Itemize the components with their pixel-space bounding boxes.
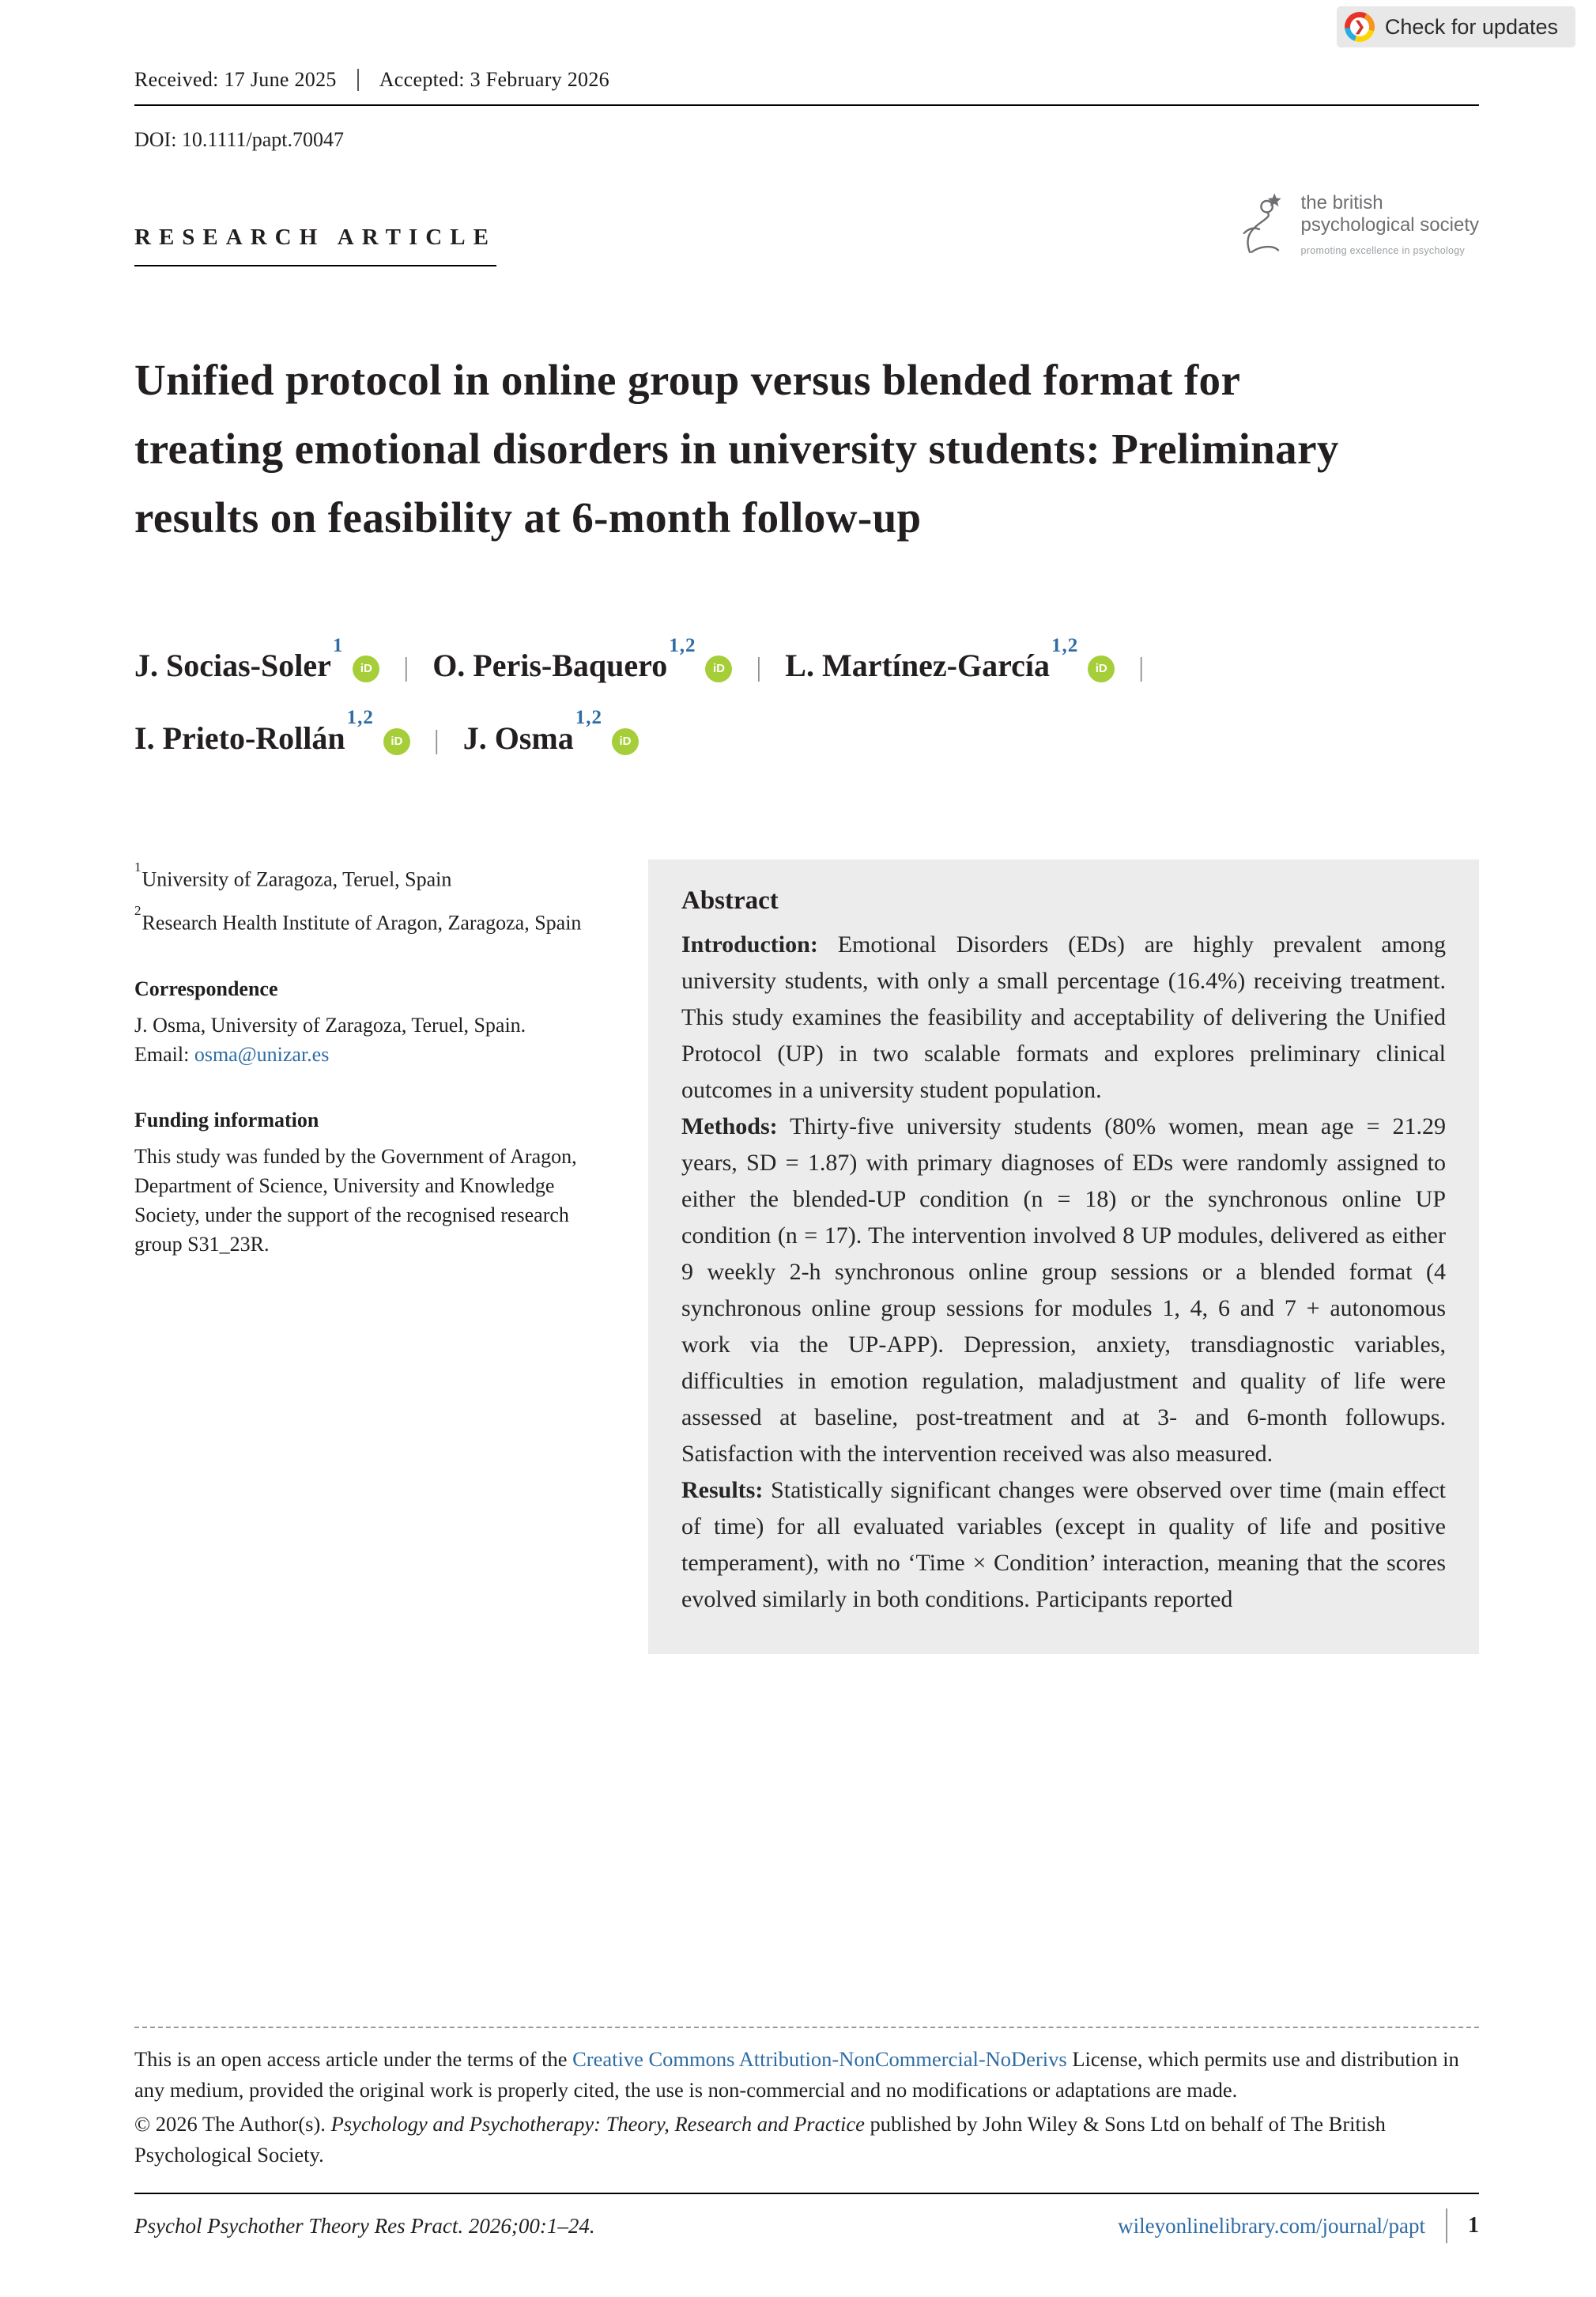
bps-logo-tagline: promoting excellence in psychology [1300,244,1466,256]
abstract-methods [681,1109,1446,1472]
abstract-introduction [681,927,1446,1109]
two-column-area [134,859,1479,1654]
bps-logo-line2: psychological society [1300,213,1479,236]
author [462,707,639,756]
bps-logo [1230,191,1479,266]
check-for-updates-button[interactable] [1337,6,1575,47]
orcid-icon[interactable]: iD [383,728,410,755]
author-affiliation-sup: 1,2 [669,635,696,656]
author [785,635,1115,684]
author-separator: | [403,653,409,683]
orcid-icon[interactable]: iD [705,655,732,682]
bps-logo-text [1301,192,1479,262]
received-date: Received: 17 June 2025 [134,68,337,91]
author-name: I. Prieto-Rollán [134,720,345,756]
orcid-icon[interactable]: iD [612,728,639,755]
article-type-row [134,191,1479,266]
journal-name: Psychology and Psychotherapy: Theory, Research and Practice [330,2112,865,2136]
check-for-updates-label: Check for updates [1384,14,1558,39]
page-footer [134,2027,1479,2243]
dashed-divider [134,2027,1479,2028]
author-separator: | [1138,653,1145,683]
footer-right [1118,2208,1479,2243]
author-affiliation-sup: 1,2 [346,707,374,729]
author-affiliation-sup: 1,2 [1051,635,1079,656]
funding-heading: Funding information [134,1108,319,1131]
footer-rule [134,2193,1479,2194]
crossmark-icon [1345,12,1375,42]
bps-figure-icon [1230,191,1288,262]
affiliation-text: University of Zaragoza, Teruel, Spain [141,867,452,891]
author-name: O. Peris-Baquero [432,648,668,684]
author [134,707,410,756]
author-separator: | [433,725,440,755]
affiliation-text: Research Health Institute of Aragon, Zaragoza, Spain [141,911,582,935]
article-title: Unified protocol in online group versus blended format for treating emotional disorders in university students: Preliminary results on feasibility at 6-month follow-up [134,356,1339,542]
license-pre: This is an open access article under the terms of the [134,2047,573,2071]
affiliation-2 [134,903,598,938]
abstract-box [648,859,1479,1654]
license-text [134,2044,1479,2106]
page-number-divider [1446,2208,1447,2243]
header-rule [134,104,1479,106]
affiliation-sup: 2 [134,903,141,919]
funding-block [134,1105,598,1259]
author-name: J. Osma [462,720,574,756]
abstract-methods-label: Methods: [681,1113,778,1139]
email-link[interactable]: osma@unizar.es [194,1042,330,1066]
license-post: License, which permits use and distribution in any medium, provided the original work is properly cited, the use is non-commercial and no modifications or adaptations are made. [134,2047,1459,2102]
correspondence-heading: Correspondence [134,977,278,1000]
journal-url-link[interactable]: wileyonlinelibrary.com/journal/papt [1118,2213,1425,2238]
header-divider [357,69,359,91]
author [432,635,732,684]
abstract-results-text: Statistically significant changes were observed over time (main effect of time) for all evaluated variables (except in quality of life and positive temperament), with no ‘Time × Condition’ interaction, meaning that the scores evolved similarly in both conditions. Participants reported [681,1476,1447,1612]
author-affiliation-sup: 1 [332,635,344,656]
abstract-results [681,1472,1446,1618]
left-column [134,859,598,1259]
author-separator: | [756,653,762,683]
authors-line [134,628,1479,773]
abstract-methods-text: Thirty-five university students (80% women, mean age = 21.29 years, SD = 1.87) with primary diagnoses of EDs were randomly assigned to either the blended-UP condition (n = 18) or the synchronous online UP condition (n = 17). The intervention involved 8 UP modules, delivered as either 9 weekly 2-h synchronous online group sessions or a blended format (4 synchronous online group sessions for modules 1, 4, 6 and 7 + autonomous work via the UP-APP). Depression, anxiety, transdiagnostic variables, difficulties in emotion regulation, maladjustment and quality of life were assessed at baseline, post-treatment and at 3- and 6-month followups. Satisfaction with the intervention received was also measured. [681,1113,1446,1467]
affiliation-1 [134,859,598,894]
correspondence-block [134,974,598,1069]
doi: DOI: 10.1111/papt.70047 [134,128,345,151]
citation: Psychol Psychother Theory Res Pract. 2026;00:1–24. [134,2213,595,2238]
author-name: J. Socias-Soler [134,648,331,684]
copyright-text [134,2109,1479,2170]
correspondence-text: J. Osma, University of Zaragoza, Teruel, Spain. [134,1013,526,1037]
article-type-label: RESEARCH ARTICLE [134,225,496,266]
footer-bottom-row [134,2208,1479,2243]
funding-text: This study was funded by the Government of Aragon, Department of Science, University and Knowledge Society, under the support of the recognised research group S31_23R. [134,1144,577,1256]
accepted-date: Accepted: 3 February 2026 [379,68,609,91]
bps-logo-line1: the british [1300,191,1383,213]
author-affiliation-sup: 1,2 [575,707,602,729]
page-number: 1 [1468,2213,1479,2238]
license-link[interactable]: Creative Commons Attribution-NonCommercial-NoDerivs [572,2047,1067,2071]
copyright-post: published by John Wiley & Sons Ltd on behalf of The British Psychological Society. [134,2112,1386,2167]
received-accepted-line [134,68,1479,92]
affiliation-sup: 1 [134,859,141,875]
correspondence-email-line [134,1040,598,1069]
abstract-results-label: Results: [681,1476,764,1503]
orcid-icon[interactable]: iD [353,655,379,682]
abstract-introduction-label: Introduction: [681,931,818,958]
author [134,635,379,684]
author-name: L. Martínez-García [785,648,1050,684]
orcid-icon[interactable]: iD [1088,655,1115,682]
abstract-heading: Abstract [681,886,779,915]
email-label: Email: [134,1042,194,1066]
abstract-introduction-text: Emotional Disorders (EDs) are highly prevalent among university students, with only a small percentage (16.4%) receiving treatment. This study examines the feasibility and acceptability of delivering the Unified Protocol (UP) in two scalable formats and explores preliminary clinical outcomes in a university student population. [681,931,1447,1103]
copyright-pre: © 2026 The Author(s). [134,2112,331,2136]
